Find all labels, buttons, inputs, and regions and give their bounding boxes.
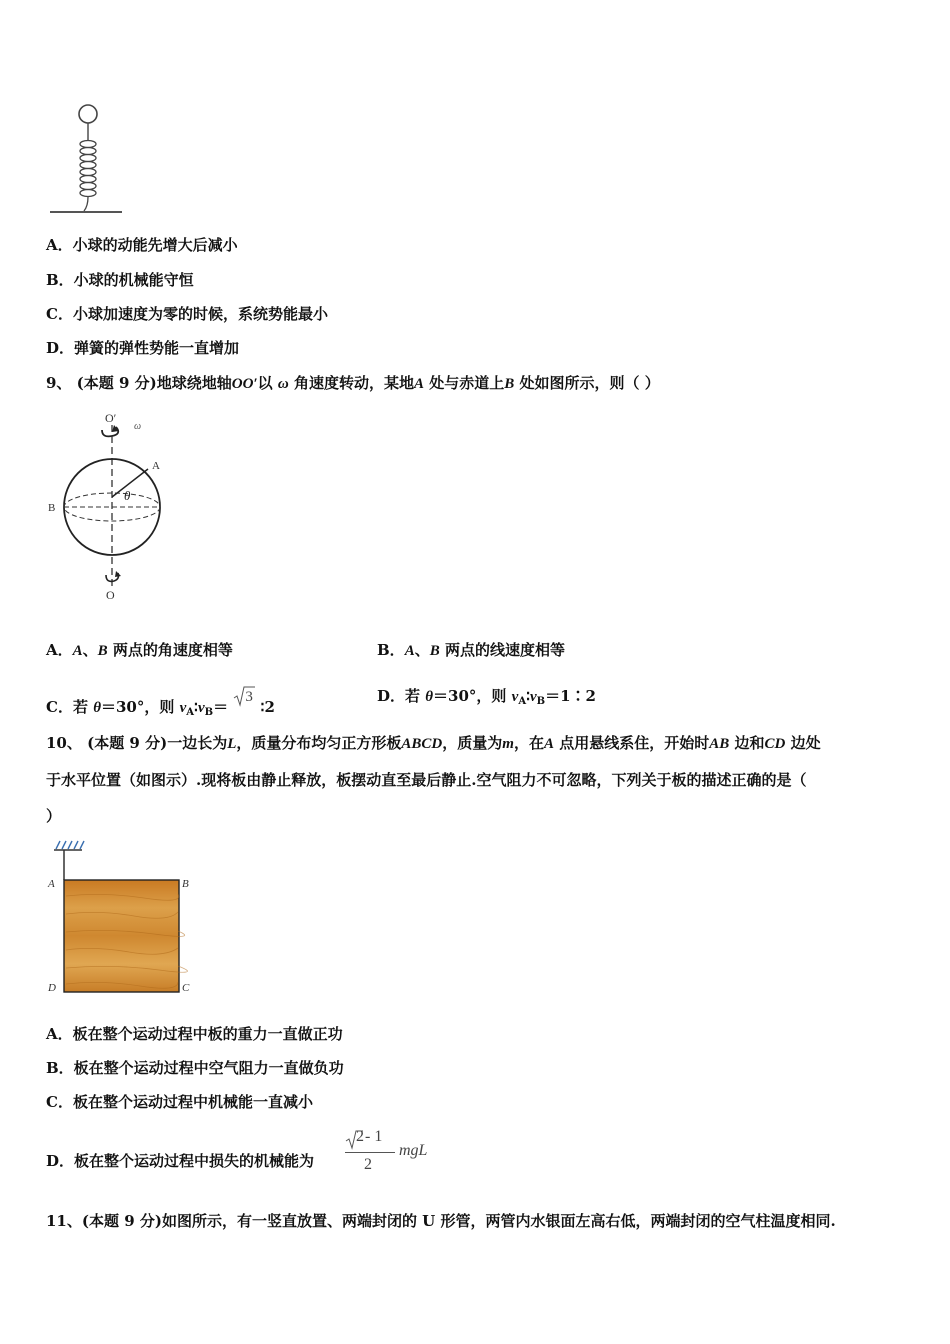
q10-option-b: B．板在整个运动过程中空气阻力一直做负功 [46, 1059, 344, 1077]
q10-option-c: C．板在整个运动过程中机械能一直减小 [46, 1093, 313, 1111]
q9-option-d: D．若 θ＝30°，则 $v_A∶v_B=1∶2$ [377, 687, 596, 707]
fraction-bar [345, 1152, 395, 1153]
label-theta: θ [124, 488, 131, 503]
q10-stem-line2: 于水平位置（如图示）.现将板由静止释放，板摆动直至最后静止.空气阻力不可忽略，下列关于板的描述正确的是（ [46, 771, 807, 789]
q9-option-b: B．A、B 两点的线速度相等 [377, 641, 565, 659]
label-b: B [48, 502, 56, 514]
label-d: D [48, 982, 56, 994]
loss-fraction: 2 - 1 2 mgL [343, 1126, 439, 1180]
label-a: A [152, 460, 160, 472]
ball [79, 105, 97, 123]
spring-figure [44, 100, 128, 218]
q9-stem: 9、 (本题 9 分)地球绕地轴OO′以 ω 角速度转动，某地A 处与赤道上B 处如图所示，则（ ） [46, 374, 660, 392]
q9-option-a: A．A、B 两点的角速度相等 [46, 641, 233, 659]
label-omega: ω [134, 421, 142, 432]
q10-stem-line1: 10、 (本题 9 分)一边长为L，质量分布均匀正方形板ABCD，质量为m，在A 点用悬线系住，开始时AB 边和CD 边处 [46, 734, 821, 752]
q8-option-d: D．弹簧的弹性势能一直增加 [46, 339, 240, 357]
q10-option-d: D．板在整个运动过程中损失的机械能为 [46, 1152, 315, 1170]
label-c: C [182, 982, 190, 994]
spring-coil [80, 141, 96, 197]
q8-option-c: C．小球加速度为零的时候，系统势能最小 [46, 305, 328, 323]
q8-option-b: B．小球的机械能守恒 [46, 271, 194, 289]
label-o: O [106, 588, 115, 602]
q10-option-a: A．板在整个运动过程中板的重力一直做正功 [46, 1025, 343, 1043]
q9-option-c: C．若 θ＝30°，则 $v_A∶v_B=$ 3 ∶2 [46, 686, 275, 723]
q10-stem-line3: ） [46, 807, 62, 825]
board-figure [44, 836, 204, 998]
earth-figure [44, 405, 174, 605]
label-a: A [48, 878, 55, 890]
sqrt-3: 3 [233, 686, 255, 706]
q11-stem: 11、(本题 9 分)如图所示，有一竖直放置、两端封闭的 U 形管，两管内水银面左高右低，两端封闭的空气柱温度相同. [46, 1212, 836, 1230]
label-o-prime: O′ [105, 411, 117, 425]
q8-option-a: A．小球的动能先增大后减小 [46, 236, 238, 254]
label-b: B [182, 878, 189, 890]
board [64, 880, 179, 992]
